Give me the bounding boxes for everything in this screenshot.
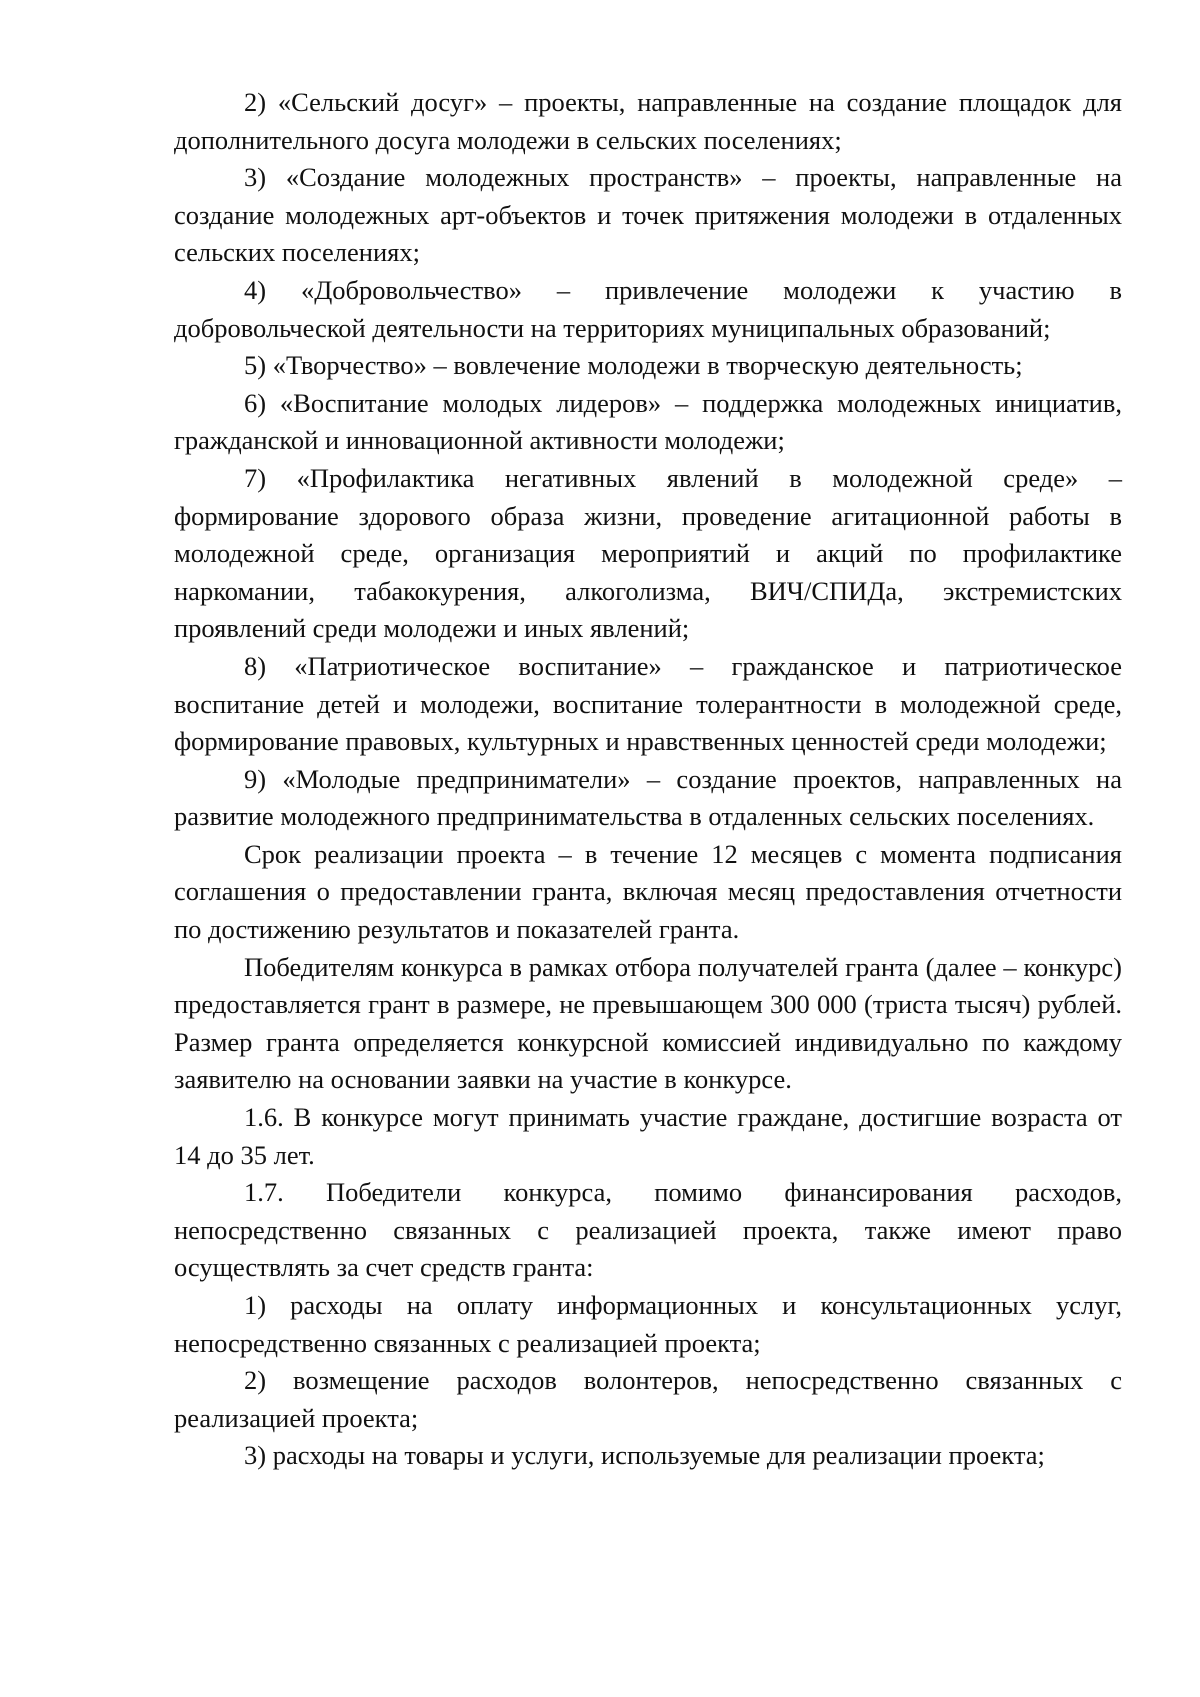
- list-item-young-entrepreneurs: 9) «Молодые предприниматели» – создание проектов, направленных на развитие молодежного предпринимательства в отдаленных сельских поселениях.: [174, 763, 1122, 832]
- list-item-youth-spaces: 3) «Создание молодежных пространств» – проекты, направленные на создание молодежных арт-объектов и точек притяжения молодежи в отдаленных сельских поселениях;: [174, 162, 1122, 268]
- list-item-volunteer-expenses: 2) возмещение расходов волонтеров, непосредственно связанных с реализацией проекта;: [174, 1365, 1122, 1433]
- list-item-goods-services: 3) расходы на товары и услуги, используемые для реализации проекта;: [244, 1440, 1045, 1471]
- list-item-patriotic-education: 8) «Патриотическое воспитание» – гражданское и патриотическое воспитание детей и молодежи, воспитание толерантности в молодежной среде, формирование правовых, культурных и нравственных ценностей среди молодежи;: [174, 650, 1122, 757]
- list-item-young-leaders: 6) «Воспитание молодых лидеров» – поддержка молодежных инициатив, гражданской и инновационной активности молодежи;: [174, 387, 1122, 456]
- list-item-consulting-expenses: 1) расходы на оплату информационных и консультационных услуг, непосредственно связанных с реализацией проекта;: [174, 1290, 1122, 1358]
- document-body: [174, 84, 1122, 1475]
- clause-1-6: 1.6. В конкурсе могут принимать участие граждане, достигшие возраста от 14 до 35 лет.: [174, 1102, 1122, 1170]
- list-item-prevention: 7) «Профилактика негативных явлений в молодежной среде» – формирование здорового образа жизни, проведение агитационной работы в молодежной среде, организация мероприятий и акций по профилактике наркомании, табакокурения, алкоголизма, ВИЧ/СПИДа, экстремистских проявлений среди молодежи и иных явлений;: [174, 462, 1122, 644]
- paragraph-grant-size: Победителям конкурса в рамках отбора получателей гранта (далее – конкурс) предоставляется грант в размере, не превышающем 300 000 (триста тысяч) рублей. Размер гранта определяется конкурсной комиссией индивидуально по каждому заявителю на основании заявки на участие в конкурсе.: [174, 951, 1122, 1095]
- list-item-rural-leisure: 2) «Сельский досуг» – проекты, направленные на создание площадок для дополнительного досуга молодежи в сельских поселениях;: [174, 87, 1122, 155]
- list-item-creativity: 5) «Творчество» – вовлечение молодежи в творческую деятельность;: [244, 350, 1023, 381]
- clause-1-7: 1.7. Победители конкурса, помимо финансирования расходов, непосредственно связанных с реализацией проекта, также имеют право осуществлять за счет средств гранта:: [174, 1177, 1122, 1283]
- list-item-volunteering: 4) «Добровольчество» – привлечение молодежи к участию в добровольческой деятельности на территориях муниципальных образований;: [174, 274, 1122, 343]
- paragraph-project-term: Срок реализации проекта – в течение 12 месяцев с момента подписания соглашения о предоставлении гранта, включая месяц предоставления отчетности по достижению результатов и показателей гранта.: [174, 838, 1122, 945]
